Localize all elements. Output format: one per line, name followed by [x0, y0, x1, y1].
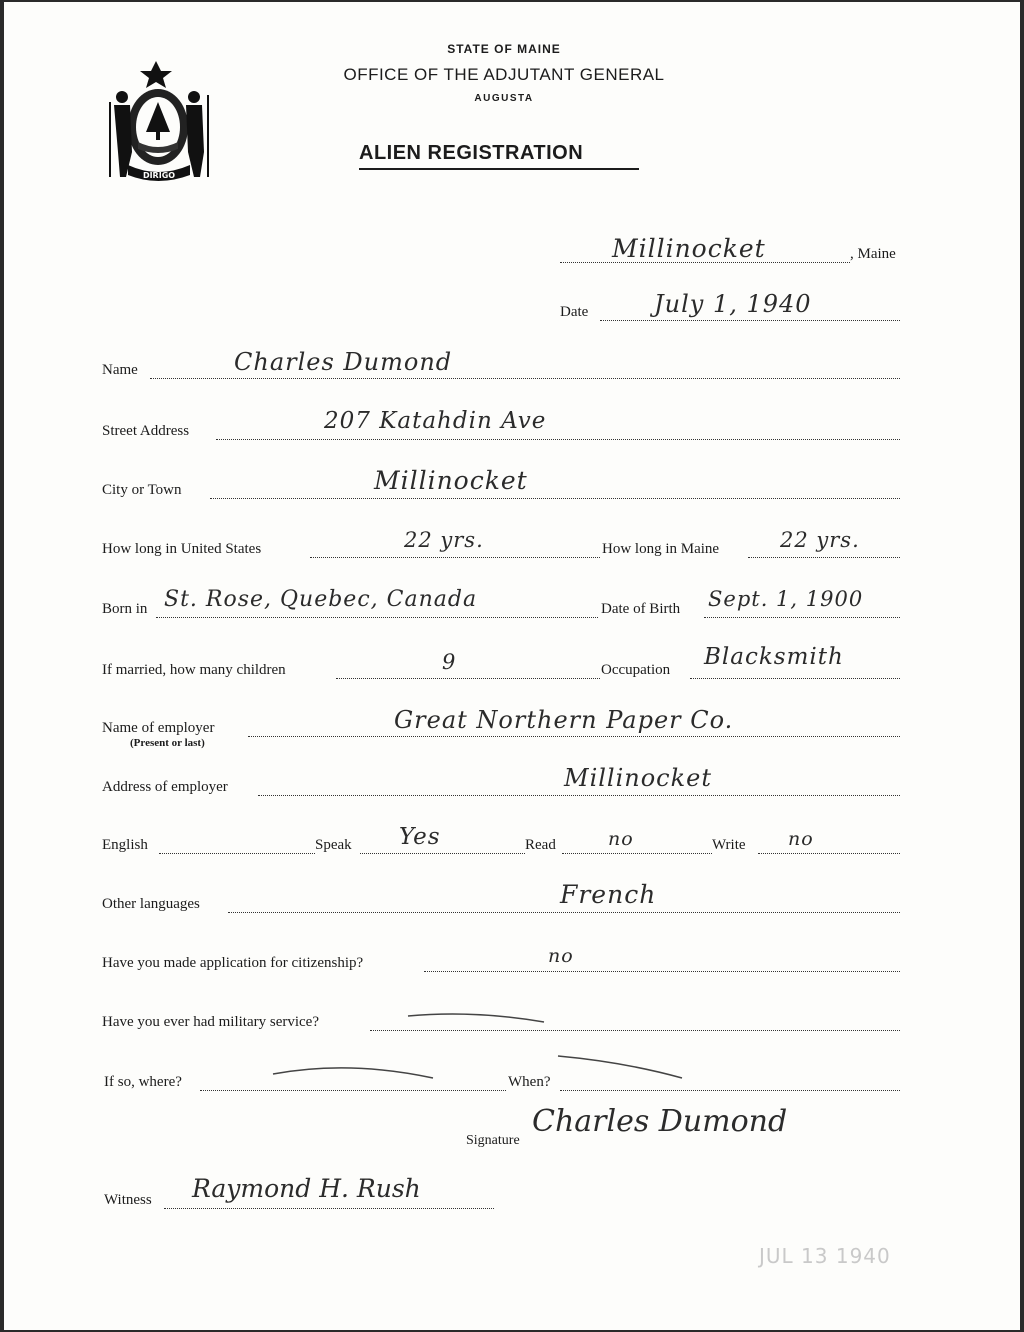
military-line [370, 1030, 900, 1031]
when-label: When? [508, 1074, 551, 1090]
witness-line [164, 1208, 494, 1209]
street-label: Street Address [102, 423, 190, 439]
citizenship-line [424, 971, 900, 972]
name-value[interactable]: Charles Dumond [234, 348, 453, 376]
write-line [758, 853, 900, 854]
title-underline [359, 168, 639, 170]
where-line [200, 1090, 506, 1091]
city-line [210, 498, 900, 499]
name-line [150, 378, 900, 379]
city-heading: AUGUSTA [474, 93, 534, 104]
office-heading: OFFICE OF THE ADJUTANT GENERAL [343, 65, 665, 84]
date-line [600, 320, 900, 321]
citizenship-value[interactable]: no [548, 945, 574, 967]
state-suffix: , Maine [850, 246, 896, 262]
read-label: Read [525, 837, 556, 853]
employer-label: Name of employer [102, 720, 215, 736]
where-label: If so, where? [104, 1074, 182, 1090]
signature-label: Signature [466, 1133, 520, 1148]
employer-line [248, 736, 900, 737]
english-line [159, 853, 315, 854]
military-dash-mark [404, 1008, 554, 1028]
children-value[interactable]: 9 [442, 650, 457, 674]
date-value[interactable]: July 1, 1940 [654, 290, 812, 318]
city-value[interactable]: Millinocket [374, 466, 528, 495]
occupation-value[interactable]: Blacksmith [704, 644, 844, 670]
speak-line [360, 853, 525, 854]
signature-value[interactable]: Charles Dumond [532, 1104, 788, 1139]
children-label: If married, how many children [102, 662, 286, 678]
employer-address-label: Address of employer [102, 779, 228, 795]
employer-address-line [258, 795, 900, 796]
maine-duration-label: How long in Maine [602, 541, 720, 557]
born-label: Born in [102, 601, 148, 617]
english-label: English [102, 837, 148, 853]
dob-label: Date of Birth [601, 601, 681, 617]
write-label: Write [712, 837, 746, 853]
street-value[interactable]: 207 Katahdin Ave [324, 408, 547, 434]
received-stamp: JUL 13 1940 [759, 1244, 891, 1268]
witness-label: Witness [104, 1192, 152, 1208]
occupation-label: Occupation [601, 662, 671, 678]
other-languages-label: Other languages [102, 896, 200, 912]
witness-value[interactable]: Raymond H. Rush [192, 1174, 421, 1203]
occupation-line [690, 678, 900, 679]
name-label: Name [102, 362, 138, 378]
employer-value[interactable]: Great Northern Paper Co. [394, 706, 734, 734]
read-line [562, 853, 712, 854]
employer-address-value[interactable]: Millinocket [564, 764, 713, 792]
seal-motto: DIRIGO [142, 171, 176, 180]
when-line [560, 1090, 900, 1091]
maine-duration-value[interactable]: 22 yrs. [780, 528, 860, 552]
write-value[interactable]: no [788, 828, 814, 850]
children-line [336, 678, 600, 679]
us-duration-line [310, 557, 600, 558]
where-dash-mark [269, 1060, 439, 1084]
military-label: Have you ever had military service? [102, 1014, 319, 1030]
date-label: Date [560, 304, 589, 320]
speak-value[interactable]: Yes [399, 824, 441, 850]
other-languages-line [228, 912, 900, 913]
street-line [216, 439, 900, 440]
citizenship-label: Have you made application for citizenship? [102, 955, 364, 971]
dob-line [704, 617, 900, 618]
maine-duration-line [748, 557, 900, 558]
employer-sublabel: (Present or last) [130, 737, 205, 749]
born-value[interactable]: St. Rose, Quebec, Canada [164, 587, 478, 612]
state-heading: STATE OF MAINE [447, 42, 561, 56]
other-languages-value[interactable]: French [560, 880, 657, 909]
born-line [156, 617, 598, 618]
registration-form [4, 2, 1020, 1330]
town-value[interactable]: Millinocket [612, 234, 766, 263]
us-duration-label: How long in United States [102, 541, 262, 557]
speak-label: Speak [315, 837, 352, 853]
dob-value[interactable]: Sept. 1, 1900 [708, 587, 864, 611]
form-title: ALIEN REGISTRATION [359, 142, 584, 164]
read-value[interactable]: no [608, 828, 634, 850]
us-duration-value[interactable]: 22 yrs. [404, 528, 484, 552]
city-label: City or Town [102, 482, 182, 498]
when-dash-mark [554, 1052, 694, 1082]
